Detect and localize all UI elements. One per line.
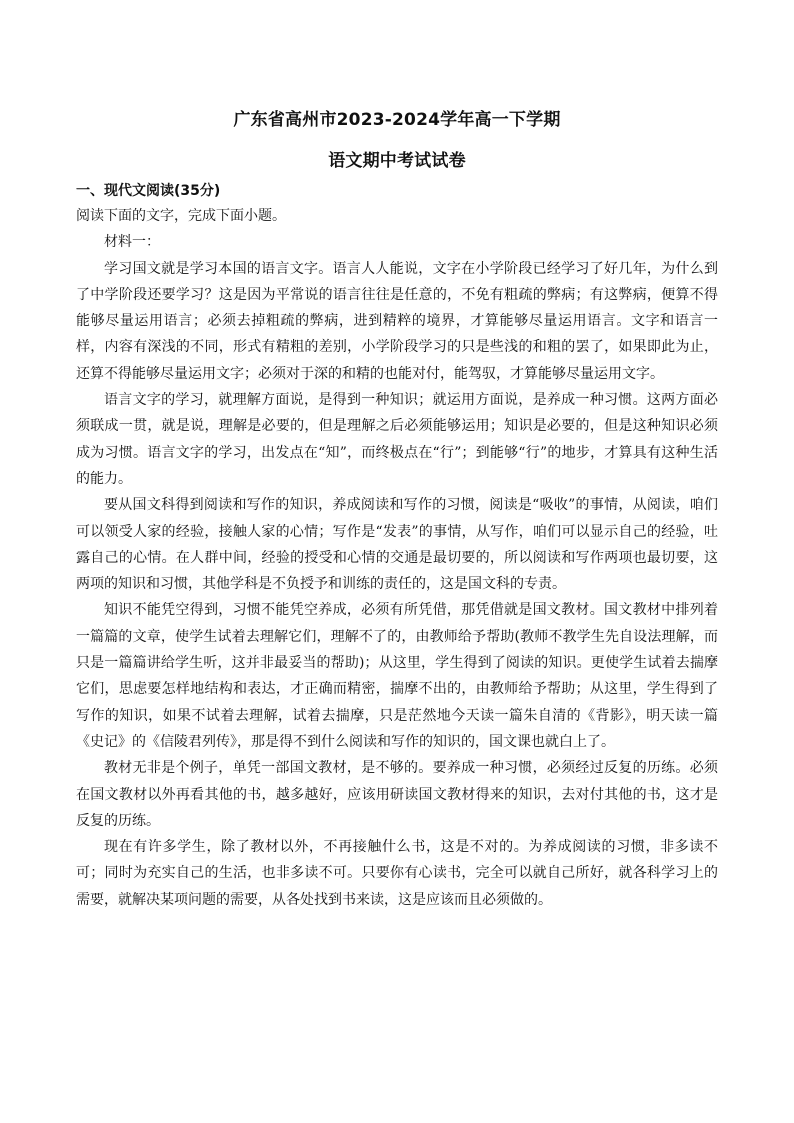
exam-subtitle: 语文期中考试试卷: [328, 151, 466, 171]
exam-title: 广东省高州市2023-2024学年高一下学期: [233, 110, 561, 130]
paragraph: 教材无非是个例子，单凭一部国文教材，是不够的。要养成一种习惯，必须经过反复的历练。必须在国文教材以外再看其他的书，越多越好，应该用研读国文教材得来的知识，去对付其他的书，这才是反复的历练。: [76, 760, 718, 829]
section-heading: 一、现代文阅读(35分): [76, 183, 221, 199]
instruction-text: 阅读下面的文字，完成下面小题。: [76, 208, 286, 224]
paragraph: 学习国文就是学习本国的语言文字。语言人人能说，文字在小学阶段已经学习了好几年，为什么到了中学阶段还要学习？这是因为平常说的语言往往是任意的，不免有粗疏的弊病；有这弊病，便算不得能够尽量运用语言；必须去掉粗疏的弊病，进到精粹的境界，才算能够尽量运用语言。文字和语言一样，内容有深浅的不同，形式有精粗的差别，小学阶段学习的只是些浅的和粗的罢了，如果即此为止，还算不得能够尽量运用文字；必须对于深的和精的也能对付，能驾驭，才算能够尽量运用文字。: [76, 260, 718, 382]
paragraph: 语言文字的学习，就理解方面说，是得到一种知识；就运用方面说，是养成一种习惯。这两方面必须联成一贯，就是说，理解是必要的，但是理解之后必须能够运用；知识是必要的，但是这种知识必须成为习惯。语言文字的学习，出发点在“知”，而终极点在“行”；到能够“行”的地步，才算具有这种生活的能力。: [76, 392, 718, 487]
paragraph: 现在有许多学生，除了教材以外，不再接触什么书，这是不对的。为养成阅读的习惯，非多读不可；同时为充实自己的生活，也非多读不可。只要你有心读书，完全可以就自己所好，就各科学习上的需要，就解决某项问题的需要，从各处找到书来读，这是应该而且必须做的。: [76, 839, 718, 908]
material-label: 材料一：: [104, 234, 160, 251]
reading-content: [76, 203, 718, 913]
paragraph: 要从国文科得到阅读和写作的知识，养成阅读和写作的习惯，阅读是“吸收”的事情，从阅读，咱们可以领受人家的经验，接触人家的心情；写作是“发表”的事情，从写作，咱们可以显示自己的经验，吐露自己的心情。在人群中间，经验的授受和心情的交通是最切要的，所以阅读和写作两项也最切要，这两项的知识和习惯，其他学科是不负授予和训练的责任的，这是国文科的专责。: [76, 497, 718, 593]
paragraph: 知识不能凭空得到，习惯不能凭空养成，必须有所凭借，那凭借就是国文教材。国文教材中排列着一篇篇的文章，使学生试着去理解它们，理解不了的，由教师给予帮助(教师不教学生先自设法理解，而只是一篇篇讲给学生听，这并非最妥当的帮助)；从这里，学生得到了阅读的知识。更使学生试着去揣摩它们，思虑要怎样地结构和表达，才正确而精密，揣摩不出的，由教师给予帮助；从这里，学生得到了写作的知识，如果不试着去理解，试着去揣摩，只是茫然地今天读一篇朱自清的《背影》，明天读一篇《史记》的《信陵君列传》，那是得不到什么阅读和写作的知识的，国文课也就白上了。: [76, 602, 718, 750]
